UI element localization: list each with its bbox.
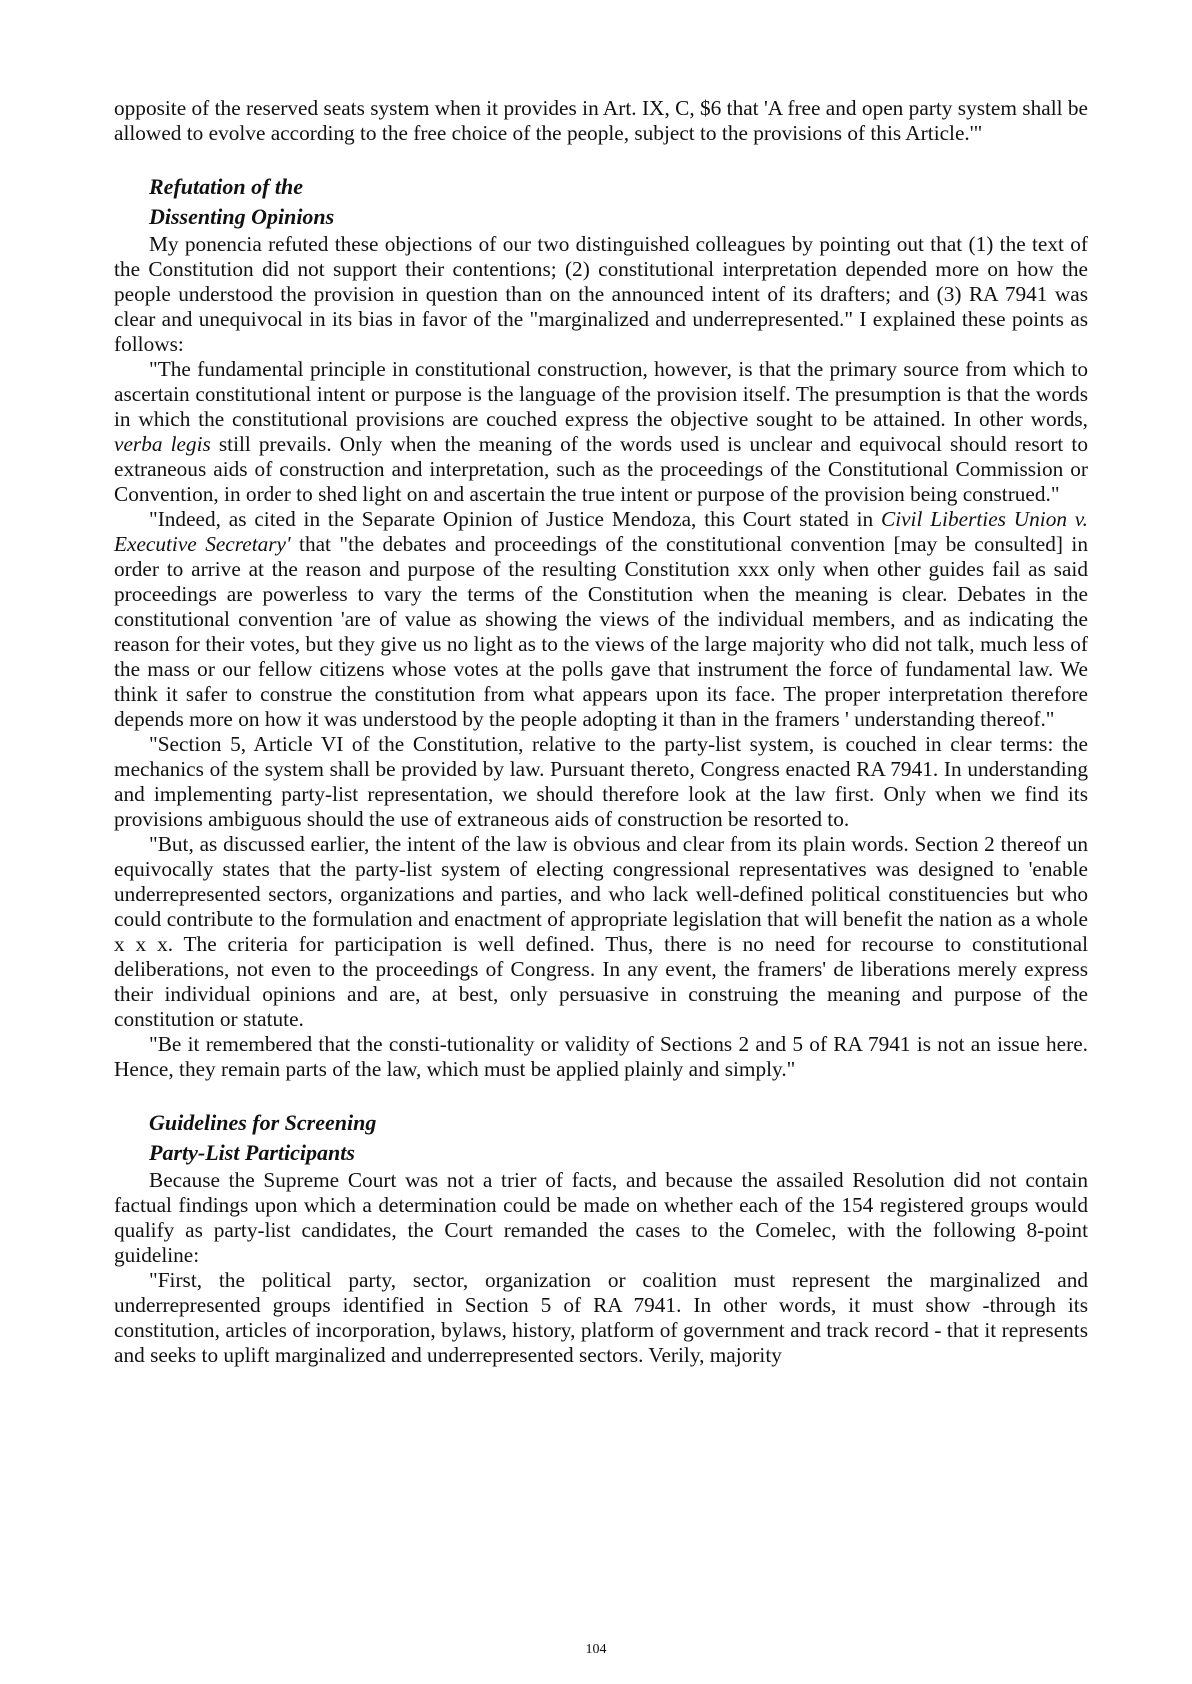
- italic-case-name: Civil Liberties Union v. Executive Secretary': [114, 507, 1088, 556]
- text-segment: still prevails. Only when the meaning of the words used is unclear and equivocal should resort to extraneous aids of construction and interpretation, such as the proceedings of the Constitutional Commission or Convention, in order to shed light on and ascertain the true intent or purpose of the provision being construed.": [114, 432, 1088, 506]
- paragraph-ponencia: My ponencia refuted these objections of our two distinguished colleagues by pointing out that (1) the text of the Constitution did not support their contentions; (2) constitutional interpretation depended more on how the people understood the provision in question than on the announced intent of its drafters; and (3) RA 7941 was clear and unequivocal in its bias in favor of the "marginalized and underrepresented." I explained these points as follows:: [114, 232, 1088, 356]
- paragraph-constitutionality: "Be it remembered that the consti-tutionality or validity of Sections 2 and 5 of RA 7941 is not an issue here. Hence, they remain parts of the law, which must be applied plainly and simply.": [114, 1032, 1088, 1081]
- paragraph-section-5: "Section 5, Article VI of the Constitution, relative to the party-list system, is couched in clear terms: the mechanics of the system shall be provided by law. Pursuant thereto, Congress enacted RA 7941. In understanding and implementing party-list representation, we should therefore look at the law first. Only when we find its provisions ambiguous should the use of extraneous aids of construction be resorted to.: [114, 732, 1088, 831]
- paragraph-fundamental-principle: [114, 357, 1088, 507]
- paragraph-intent-of-law: "But, as discussed earlier, the intent of the law is obvious and clear from its plain words. Section 2 thereof un equivocally states that the party-list system of electing congressional representatives was designed to 'enable underrepresented sectors, organizations and parties, and who lack well-defined political constituencies but who could contribute to the formulation and enactment of appropriate legislation that will benefit the nation as a whole x x x. The criteria for participation is well defined. Thus, there is no need for recourse to constitutional deliberations, not even to the proceedings of Congress. In any event, the framers' de liberations merely express their individual opinions and are, at best, only persuasive in construing the meaning and purpose of the constitution or statute.: [114, 832, 1088, 1031]
- paragraph-civil-liberties: [114, 507, 1088, 732]
- heading-refutation-line2: Dissenting Opinions: [149, 204, 335, 229]
- paragraph-remand: Because the Supreme Court was not a trier of facts, and because the assailed Resolution did not contain factual findings upon which a determination could be made on whether each of the 154 registered groups would qualify as party-list candidates, the Court remanded the cases to the Comelec, with the following 8-point guideline:: [114, 1168, 1088, 1267]
- page-number: 104: [585, 1642, 607, 1657]
- paragraph-opening: opposite of the reserved seats system when it provides in Art. IX, C, $6 that 'A free and open party system shall be allowed to evolve according to the free choice of the people, subject to the provisions of this Article.'": [114, 96, 1088, 145]
- text-segment: "The fundamental principle in constitutional construction, however, is that the primary source from which to ascertain constitutional intent or purpose is the language of the provision itself. The presumption is that the words in which the constitutional provisions are couched express the objective sought to be attained. In other words,: [114, 357, 1088, 431]
- text-segment: that "the debates and proceedings of the constitutional convention [may be consulted] in order to arrive at the reason and purpose of the resulting Constitution xxx only when other guides fail as said proceedings are powerless to vary the terms of the Constitution when the meaning is clear. Debates in the constitutional convention 'are of value as showing the views of the individual members, and as indicating the reason for their votes, but they give us no light as to the views of the large majority who did not talk, much less of the mass or our fellow citizens whose votes at the polls gave that instrument the force of fundamental law. We think it safer to construe the constitution from what appears upon its face. The proper interpretation therefore depends more on how it was understood by the people adopting it than in the framers ' understanding thereof.": [114, 532, 1088, 731]
- text-segment: "Indeed, as cited in the Separate Opinion of Justice Mendoza, this Court stated in: [149, 507, 881, 531]
- heading-guidelines-line2: Party-List Participants: [149, 1140, 355, 1165]
- italic-verba-legis: verba legis: [114, 432, 211, 456]
- heading-guidelines-line1: Guidelines for Screening: [149, 1110, 377, 1135]
- document-page: [114, 96, 1088, 1368]
- paragraph-first-guideline: "First, the political party, sector, organization or coalition must represent the marginalized and underrepresented groups identified in Section 5 of RA 7941. In other words, it must show -through its constitution, articles of incorporation, bylaws, history, platform of government and track record - that it represents and seeks to uplift marginalized and underrepresented sectors. Verily, majority: [114, 1268, 1088, 1367]
- heading-refutation-line1: Refutation of the: [149, 174, 304, 199]
